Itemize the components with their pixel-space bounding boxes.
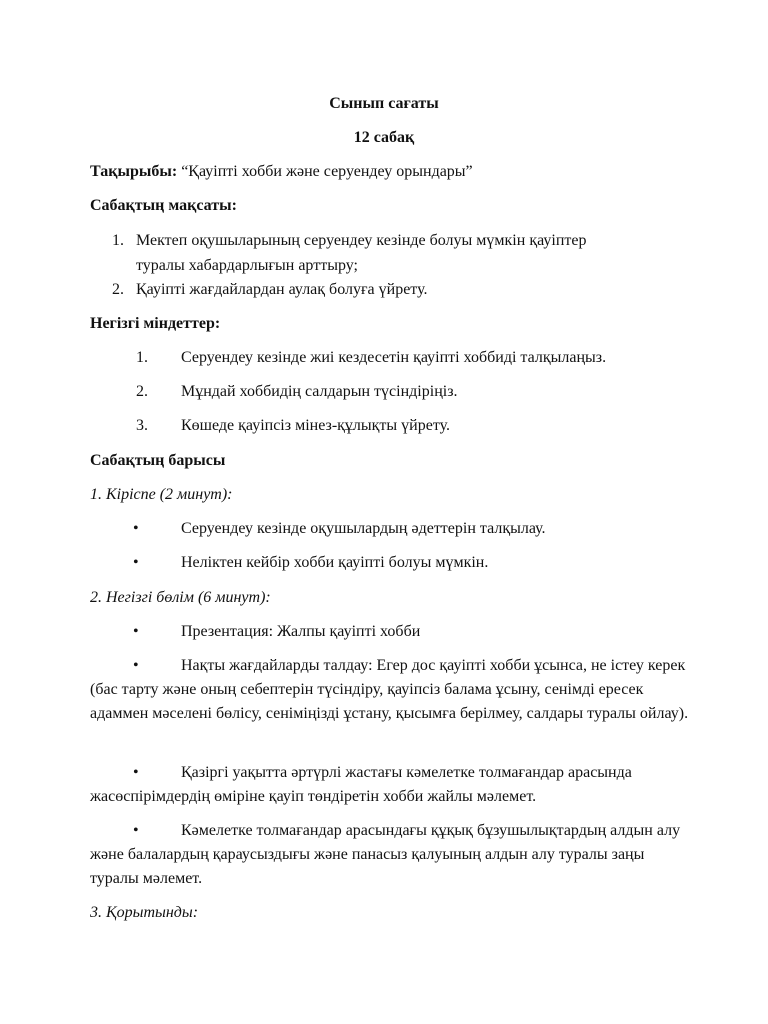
bullet-icon: •	[133, 764, 139, 781]
bullet-paragraph	[90, 654, 690, 726]
task-number: 1.	[136, 349, 148, 366]
bullet-paragraph	[90, 761, 690, 809]
bullet-icon: •	[133, 554, 139, 571]
bullet-paragraph-text: Кәмелетке толмағандар арасындағы құқық бұзушылықтардың алдын алу және балалардың қараусыздығы және панасыз қалуының алдын алу туралы заңы туралы мәлемет.	[90, 822, 681, 887]
bullet-icon: •	[133, 657, 139, 674]
section-main-heading: 2. Негізгі бөлім (6 минут):	[90, 589, 271, 606]
section-conclusion-heading: 3. Қорытынды:	[90, 904, 199, 921]
goal-number: 1.	[112, 232, 124, 249]
bullet-text: Неліктен кейбір хобби қауіпті болуы мүмкін.	[181, 554, 489, 571]
task-text: Серуендеу кезінде жиі кездесетін қауіпті хоббиді талқылаңыз.	[181, 349, 607, 366]
topic-value: “Қауіпті хобби және серуендеу орындары”	[177, 163, 473, 180]
bullet-paragraph	[90, 819, 690, 891]
topic-line	[90, 160, 473, 184]
goal-text: Мектеп оқушыларының серуендеу кезінде болуы мүмкін қауіптер	[136, 232, 587, 249]
task-number: 3.	[136, 417, 148, 434]
progress-heading: Сабақтың барысы	[90, 452, 226, 469]
bullet-icon: •	[133, 520, 139, 537]
bullet-text: Серуендеу кезінде оқушылардың әдеттерін талқылау.	[181, 520, 546, 537]
document-title: Сынып сағаты	[329, 95, 439, 112]
goal-number: 2.	[112, 281, 124, 298]
task-text: Көшеде қауіпсіз мінез-құлықты үйрету.	[181, 417, 451, 434]
bullet-text: Презентация: Жалпы қауіпті хобби	[181, 623, 421, 640]
lesson-number: 12 сабақ	[353, 129, 415, 146]
bullet-icon: •	[133, 822, 139, 839]
goal-text-continued: туралы хабардарлығын арттыру;	[136, 257, 358, 274]
bullet-paragraph-text: Қазіргі уақытта әртүрлі жастағы кәмелетке толмағандар арасында жасөспірімдердің өміріне қауіп төндіретін хобби жайлы мәлемет.	[90, 764, 632, 805]
task-number: 2.	[136, 383, 148, 400]
bullet-paragraph-text: Нақты жағдайларды талдау: Егер дос қауіпті хобби ұсынса, не істеу керек (бас тарту және оның себептерін түсіндіру, қауіпсіз балама ұсыну, сенімді ересек адаммен мәселені бөлісу, сеніміңізді ұстану, қысымға берілмеу, салдары туралы ойлау).	[90, 657, 689, 722]
goal-text: Қауіпті жағдайлардан аулақ болуға үйрету.	[136, 281, 428, 298]
section-intro-heading: 1. Кіріспе (2 минут):	[90, 486, 233, 503]
task-text: Мұндай хоббидің салдарын түсіндіріңіз.	[181, 383, 458, 400]
topic-label: Тақырыбы:	[90, 163, 178, 180]
tasks-heading: Негізгі міндеттер:	[90, 315, 221, 332]
bullet-icon: •	[133, 623, 139, 640]
goal-heading: Сабақтың мақсаты:	[90, 197, 237, 214]
